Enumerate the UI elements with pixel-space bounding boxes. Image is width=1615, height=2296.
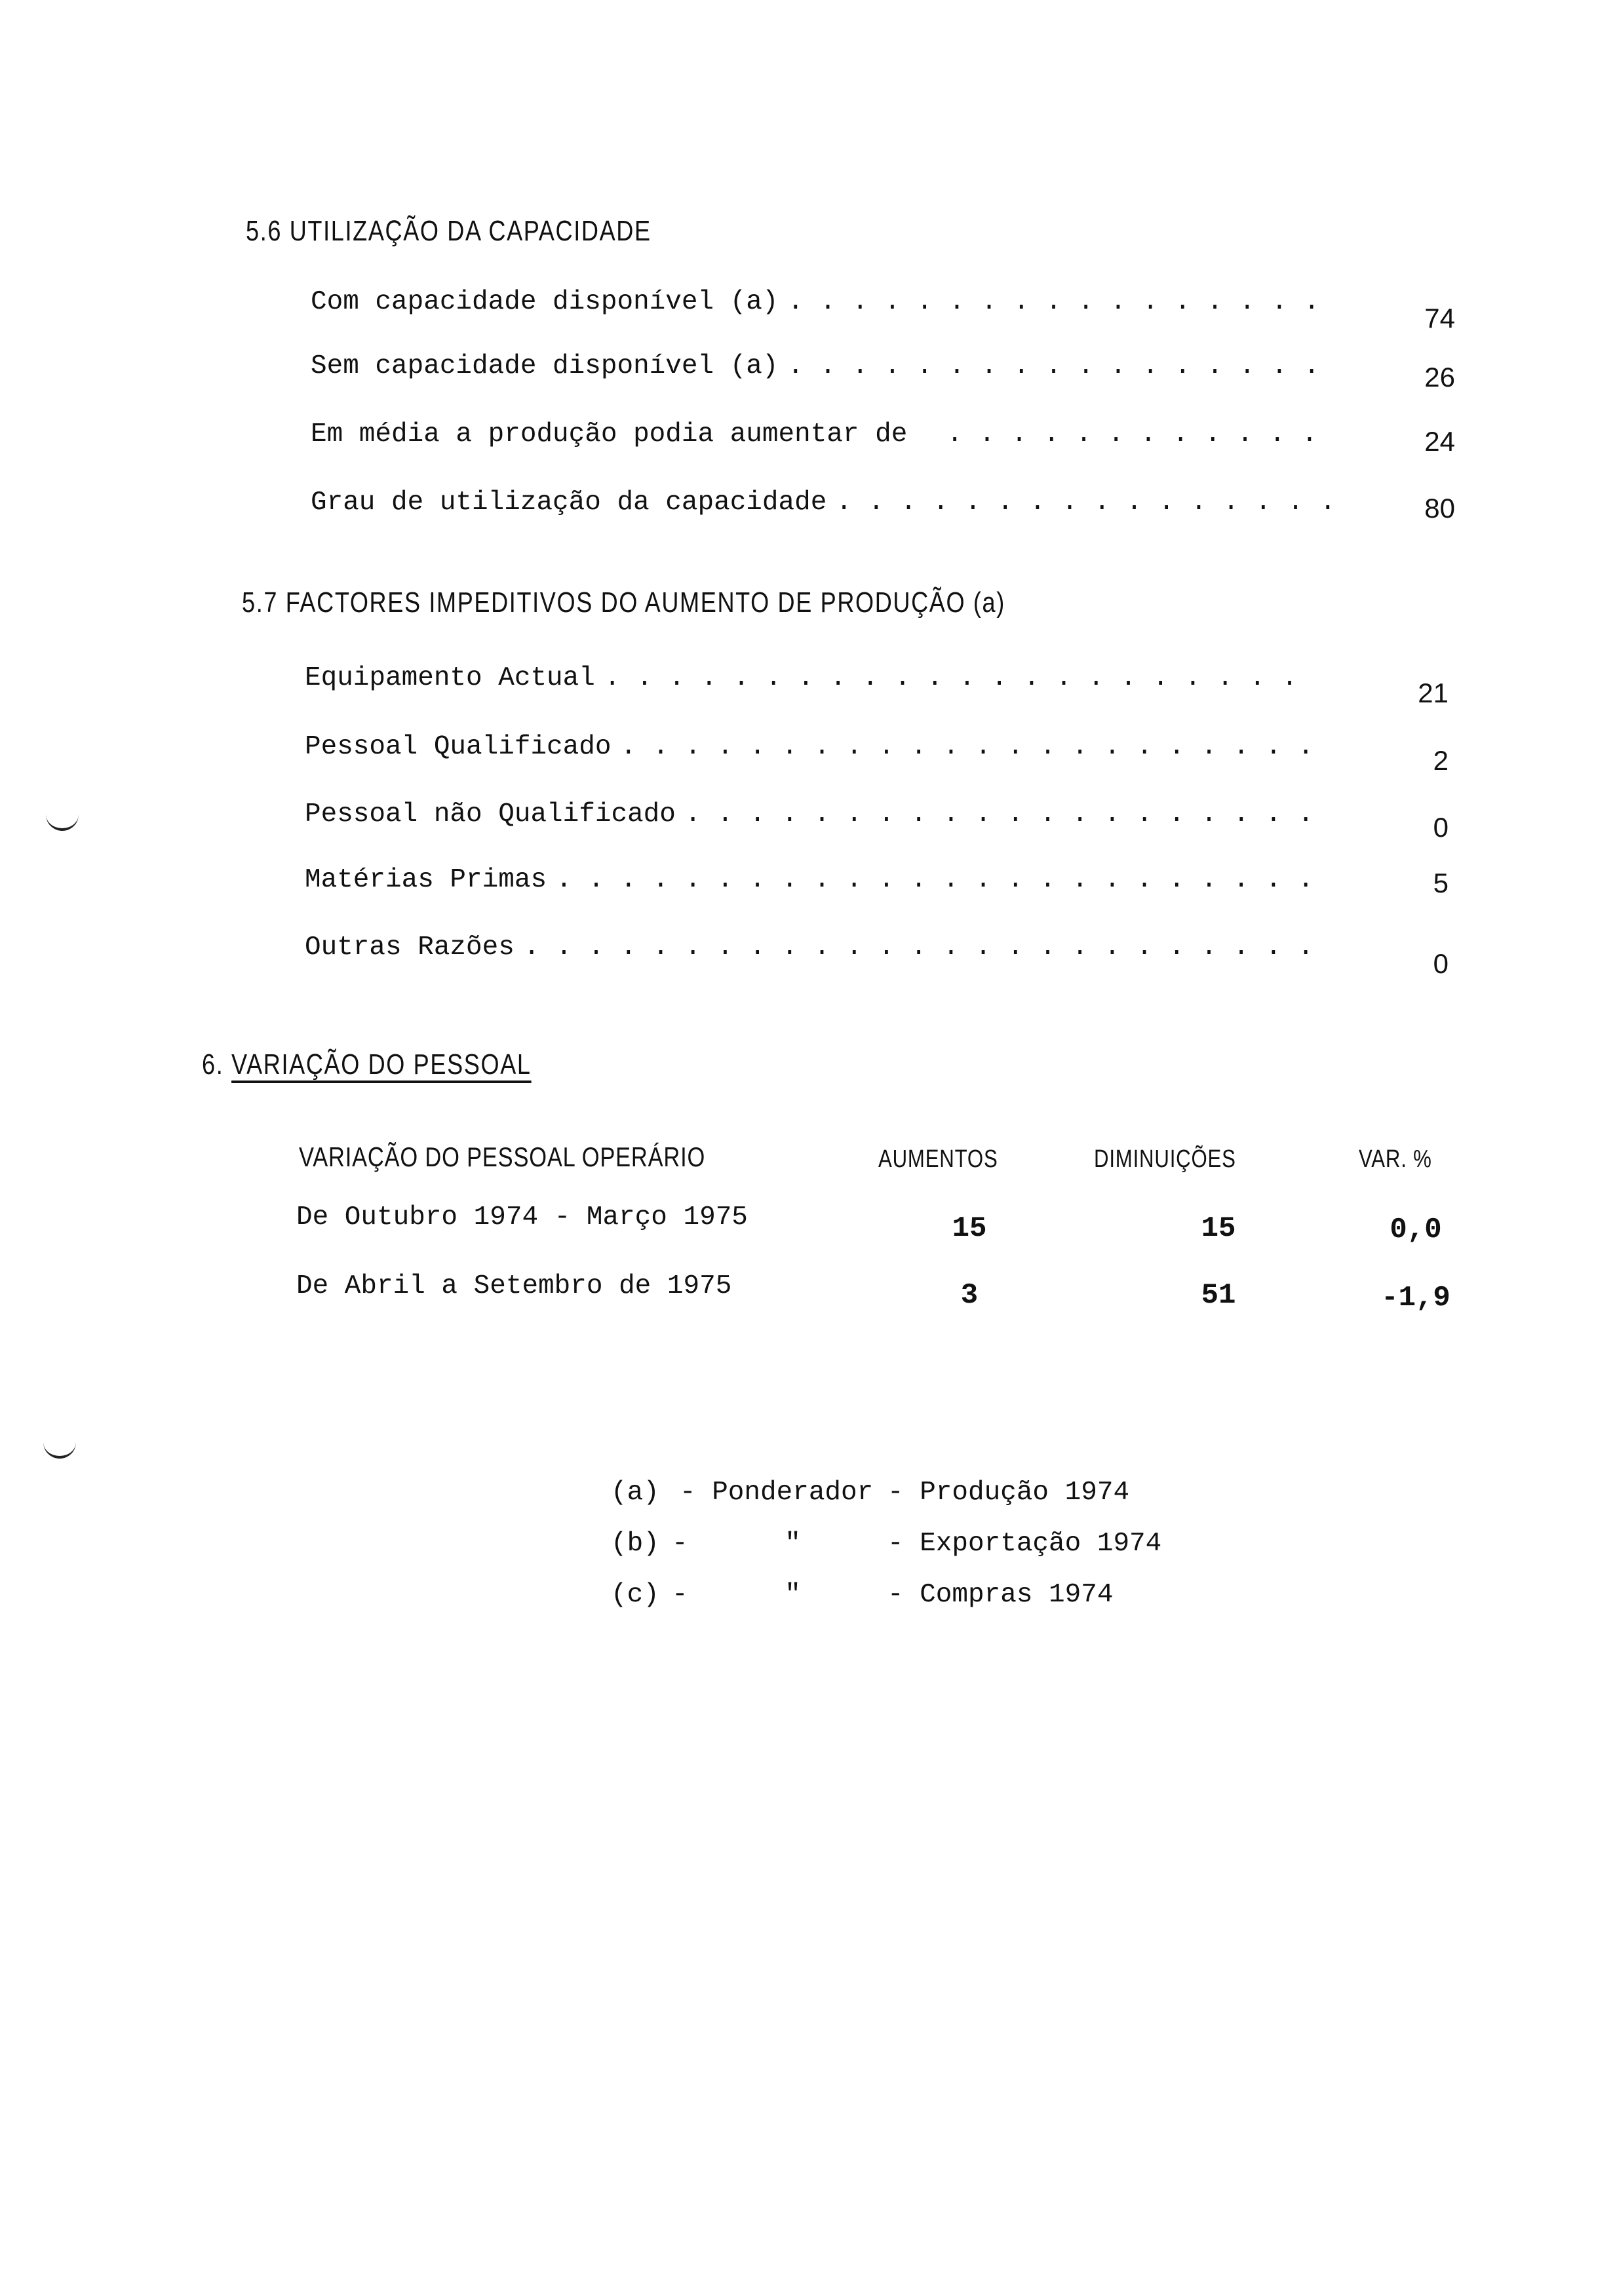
column-header-aumentos: AUMENTOS [878,1145,998,1173]
factor-row [305,663,1319,693]
footnote-key: (c) [611,1580,659,1610]
footnote-desc: - Compras 1974 [887,1580,1114,1610]
footnote-key: (a) [611,1478,659,1508]
row-label: Pessoal Qualificado [305,732,612,762]
row-value: 26 [1424,362,1455,392]
row-value: 74 [1424,303,1455,334]
factor-row [305,732,1319,762]
punch-mark [43,1440,76,1459]
section-5-6-heading: 5.6 UTILIZAÇÃO DA CAPACIDADE [246,215,652,247]
section-number: 6. [202,1048,224,1081]
row-label: Grau de utilização da capacidade [311,488,827,518]
row-label: Sem capacidade disponível (a) [311,351,779,381]
row-label: Com capacidade disponível (a) [311,287,779,317]
footnote-key: (b) [611,1529,659,1559]
punch-mark [46,813,79,831]
row-value: 21 [1418,678,1449,708]
var-value: 0,0 [1390,1214,1442,1246]
period-label: De Abril a Setembro de 1975 [296,1271,732,1301]
capacity-row [311,351,1333,381]
diminuicoes-value: 51 [1201,1279,1236,1312]
footnote-desc: - Produção 1974 [887,1478,1130,1508]
factor-row [305,932,1319,963]
section-title: VARIAÇÃO DO PESSOAL [231,1048,532,1081]
column-header-period: VARIAÇÃO DO PESSOAL OPERÁRIO [299,1141,706,1172]
capacity-row [311,488,1333,518]
section-6-heading [202,1048,532,1081]
row-value: 0 [1433,948,1449,979]
footnote-weight: - " [672,1529,801,1559]
row-label: Matérias Primas [305,865,547,895]
row-value: 80 [1424,493,1455,524]
row-label: Equipamento Actual [305,663,595,693]
factor-row [305,799,1319,830]
factor-row [305,865,1319,895]
var-value: -1,9 [1381,1282,1450,1314]
aumentos-value: 15 [952,1212,987,1245]
row-value: 0 [1433,812,1449,843]
capacity-row [311,419,1333,450]
footnote-weight: - " [672,1580,801,1610]
aumentos-value: 3 [960,1279,979,1312]
capacity-row [311,287,1333,317]
section-5-7-heading: 5.7 FACTORES IMPEDITIVOS DO AUMENTO DE PRODUÇÃO (a) [242,586,1005,619]
column-header-diminuicoes: DIMINUIÇÕES [1094,1145,1236,1173]
row-value: 2 [1433,745,1449,776]
period-label: De Outubro 1974 - Março 1975 [296,1202,748,1233]
footnote-desc: - Exportação 1974 [887,1529,1162,1559]
diminuicoes-value: 15 [1201,1212,1236,1245]
row-value: 24 [1424,426,1455,457]
row-label: Pessoal não Qualificado [305,799,676,830]
footnote-weight: - Ponderador [680,1478,874,1508]
row-label: Outras Razões [305,932,515,963]
column-header-var: VAR. % [1359,1145,1432,1173]
row-value: 5 [1433,868,1449,898]
row-label: Em média a produção podia aumentar de [311,419,908,450]
